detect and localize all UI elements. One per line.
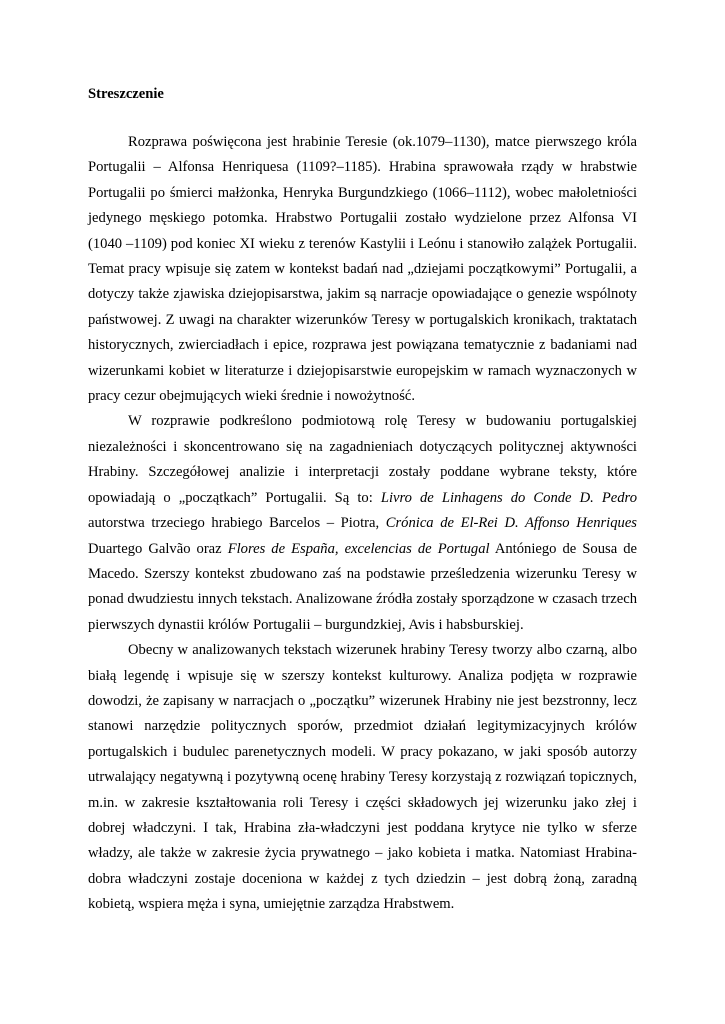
- paragraph-1: [88, 130, 637, 409]
- paragraph-2-text-a: W rozprawie podkreślono podmiotową rolę Teresy w budowaniu portugalskiej niezależności i skoncentrowano się na zagadnieniach dotyczących politycznej aktywności Hrabiny. Szczegółowej analizie i interpretacji zostały poddane wybrane teksty, które opowiadają o „początkach” Portugalii. Są to:: [88, 413, 637, 506]
- paragraph-2-text-b: autorstwa trzeciego hrabiego Barcelos – Piotra,: [88, 515, 386, 532]
- paragraph-2-text-d: Antóniego de Sousa de Macedo. Szerszy kontekst zbudowano zaś na podstawie prześledzenia wizerunku Teresy w ponad dwudziestu innych tekstach. Analizowane źródła zostały sporządzone w czasach trzech pierwszych dynastii królów Portugalii – burgundzkiej, Avis i habsburskiej.: [88, 540, 637, 633]
- paragraph-3-text: Obecny w analizowanych tekstach wizerunek hrabiny Teresy tworzy albo czarną, albo białą legendę i wpisuje się w szerszy kontekst kulturowy. Analiza podjęta w rozprawie dowodzi, że zapisany w narracjach o „początku” wizerunek Hrabiny nie jest bezstronny, lecz stanowi narzędzie politycznych sporów, przedmiot działań legitymizacyjnych królów portugalskich i budulec parenetycznych modeli. W pracy pokazano, w jaki sposób autorzy utrwalający negatywną i pozytywną ocenę hrabiny Teresy korzystają z rozwiązań topicznych, m.in. w zakresie kształtowania roli Teresy i części składowych jej wizerunku jako złej i dobrej władczyni. I tak, Hrabina zła-władczyni jest poddana krytyce nie tylko w sferze władzy, ale także w zakresie życia prywatnego – jako kobieta i matka. Natomiast Hrabina-dobra władczyni zostaje doceniona w każdej z tych dziedzin – jest dobrą żoną, zaradną kobietą, wspiera męża i syna, umiejętnie zarządza Hrabstwem.: [88, 642, 637, 913]
- paragraph-3: [88, 638, 637, 917]
- book-title-flores: Flores de España, excelencias de Portugal: [227, 540, 490, 557]
- paragraph-1-text: Rozprawa poświęcona jest hrabinie Teresie (ok.1079–1130), matce pierwszego króla Portugalii – Alfonsa Henriquesa (1109?–1185). Hrabina sprawowała rządy w hrabstwie Portugalii po śmierci małżonka, Henryka Burgundzkiego (1066–1112), wobec małoletniości jedynego męskiego potomka. Hrabstwo Portugalii zostało wydzielone przez Alfonsa VI (1040 –1109) pod koniec XI wieku z terenów Kastylii i Leónu i stanowiło zalążek Portugalii. Temat pracy wpisuje się zatem w kontekst badań nad „dziejami początkowymi” Portugalii, a dotyczy także zjawiska dziejopisarstwa, jakim są narracje opowiadające o genezie wspólnoty państwowej. Z uwagi na charakter wizerunków Teresy w portugalskich kronikach, traktatach historycznych, zwierciadłach i epice, rozprawa jest powiązana tematycznie z badaniami nad wizerunkami kobiet w literaturze i dziejopisarstwie europejskim w ramach wyznaczonych w pracy cezur obejmujących wieki średnie i nowożytność.: [88, 134, 637, 405]
- book-title-livro: Livro de Linhagens do Conde D. Pedro: [380, 489, 637, 506]
- section-heading: Streszczenie: [88, 86, 164, 102]
- paragraph-2: [88, 409, 637, 638]
- paragraph-2-text-c: Duartego Galvão oraz: [88, 540, 228, 557]
- book-title-cronica: Crónica de El-Rei D. Affonso Henriques: [385, 515, 637, 532]
